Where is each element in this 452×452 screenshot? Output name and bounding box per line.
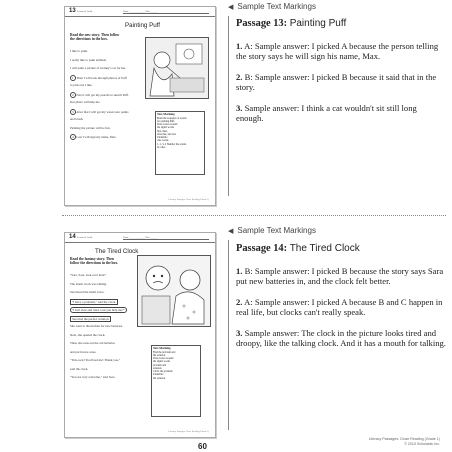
- text-marking-line: problem and: [153, 363, 167, 367]
- clock-illustration: [137, 255, 211, 327]
- text-marking-line: Find the problem and: [153, 350, 176, 354]
- story-line: Painting the picture will be fun.: [70, 125, 111, 130]
- passage-14-answers: [236, 243, 446, 359]
- credit-line: © 2015 Scholastic Inc.: [404, 441, 440, 446]
- text-marking-line: in order.: [157, 145, 166, 149]
- text-marking-line: for painting Puff.: [157, 119, 175, 123]
- worksheet-directions: Read the fantasy story. Then follow the directions in the box.: [70, 257, 119, 266]
- answer-item: [236, 103, 446, 124]
- story-line-text: Next I will get my pencils to sketch Puff.: [76, 92, 129, 97]
- worksheet-subtitle: Lesson & Guide: [77, 10, 93, 13]
- story-line: [70, 316, 134, 325]
- worksheet-footer: Literacy Passages: Close Reading (Grade 1): [168, 199, 209, 202]
- answer-text: B: Sample answer: I picked B because it said that in the story.: [236, 71, 437, 93]
- painting-illustration: [145, 37, 209, 99]
- story-line: 3 After that I will get my watercolor paints: [72, 109, 129, 114]
- panel-divider: [228, 240, 229, 430]
- triangle-left-icon: ◀: [228, 228, 234, 235]
- text-marking-box: [151, 345, 201, 417]
- story-line-text: "I feel slow and tired. Can you help me?": [72, 308, 125, 312]
- text-marking-line: the signal words: [157, 126, 175, 130]
- section-divider: [62, 215, 446, 216]
- text-marking-line: Draw boxes around: [153, 357, 174, 361]
- answer-number: 2.: [236, 296, 243, 307]
- story-line: She went to the kitchen for new batteries.: [70, 324, 123, 328]
- passage-name: The Tired Clock: [289, 243, 360, 254]
- story-line: said the clock.: [70, 366, 89, 371]
- worksheet-number: 14: [69, 234, 76, 240]
- story-line: Then, she took out the old batteries: [70, 341, 115, 345]
- credit-line: Literacy Passages: Close Reading (Grade 1): [368, 437, 440, 441]
- story-line: I really like to paint animals.: [70, 57, 107, 62]
- story-line-text: Sara had the perfect solution.: [72, 316, 110, 321]
- passage-13-answers: [236, 18, 446, 134]
- text-marking-line: the solution.: [153, 376, 166, 380]
- sample-tag-text: Sample Text Markings: [237, 226, 316, 235]
- passage-title: [236, 243, 446, 256]
- story-line: "Tick-tock! You fixed me! Thank you,": [70, 358, 121, 362]
- name-date-line: Name _____________ Date ______: [123, 236, 209, 240]
- answer-item: [236, 297, 446, 318]
- story-line: The alarm clock was talking.: [70, 281, 107, 286]
- answer-text: A: Sample answer: I picked A because the person telling the story says he will sign his name, Max.: [236, 40, 439, 62]
- answer-text: Sample answer: The clock in the picture looks tired and droopy, like the talking clock. And it has a mouth for talking.: [236, 327, 446, 349]
- answer-number: 3.: [236, 102, 243, 113]
- copyright-credit: [369, 437, 440, 446]
- story-line: Dot photo will help me.: [70, 100, 101, 104]
- answer-text: B: Sample answer: I picked B because the story says Sara put new batteries in, and the clock felt better.: [236, 265, 444, 287]
- answer-number: 1.: [236, 265, 243, 276]
- text-marking-title: Text Marking: [153, 346, 171, 350]
- text-marking-line: first, then,: [157, 129, 168, 133]
- story-line: Next, she opened the clock.: [70, 332, 106, 337]
- panel-divider: [228, 16, 229, 196]
- story-line: "You are very welcome," said Sara.: [70, 375, 116, 379]
- worksheet-footer: Literacy Passages: Close Reading (Grade 1): [168, 431, 209, 434]
- worksheet-title: The Tired Clock: [95, 248, 139, 255]
- text-marking-line: the solution.: [153, 353, 166, 357]
- story-line: "Sara, Sara, look over here!": [70, 273, 107, 277]
- worksheet-thumbnail-tired-clock: [64, 232, 216, 438]
- answer-text: A: Sample answer: I picked A because B and C happen in real life, but clocks can't really speak.: [236, 296, 443, 318]
- answer-item: [236, 72, 446, 93]
- story-line: [70, 299, 134, 308]
- story-line: Sara heard the small voice.: [70, 290, 105, 294]
- worksheet-story-text: [70, 49, 140, 143]
- passage-label: Passage 14:: [236, 243, 288, 254]
- text-marking-line: the signal words: [153, 360, 171, 364]
- passage-title: [236, 18, 446, 31]
- text-marking-line: Circle the problem.: [153, 370, 174, 374]
- worksheet-story-text: [70, 273, 134, 384]
- text-marking-line: Mark the sequence of events: [157, 116, 187, 120]
- answer-number: 1.: [236, 40, 243, 51]
- story-line: I will paint a picture of Granny's cat for her.: [70, 66, 126, 70]
- worksheet-number: 13: [69, 8, 76, 14]
- text-marking-title: Text Marking: [157, 112, 175, 116]
- worksheet-thumbnail-painting-puff: [64, 6, 216, 206]
- text-marking-line: after that, and last.: [157, 132, 177, 136]
- passage-name: Painting Puff: [289, 18, 347, 29]
- story-line: 4 Last I will sign my name, Max.: [72, 135, 117, 139]
- text-marking-box: [155, 111, 205, 175]
- worksheet-header: [65, 7, 215, 17]
- story-line: 1 Then I will look through photos of Puff: [72, 75, 127, 80]
- text-marking-line: clue words.: [157, 139, 169, 143]
- sample-text-markings-label: [228, 226, 316, 235]
- story-line-text: Last I will sign my name, Max.: [76, 135, 117, 139]
- answer-number: 2.: [236, 71, 243, 82]
- name-date-line: Name _____________ Date ______: [123, 10, 209, 14]
- text-marking-line: Draw boxes around: [157, 123, 178, 127]
- triangle-left-icon: ◀: [228, 4, 234, 11]
- worksheet-header: [65, 233, 215, 243]
- sample-tag-text: Sample Text Markings: [237, 2, 316, 11]
- sample-text-markings-label: [228, 2, 316, 11]
- worksheet-subtitle: Lesson & Guide: [77, 236, 93, 239]
- worksheet-title: Painting Puff: [125, 22, 160, 29]
- answer-text: Sample answer: I think a cat wouldn't sit still long enough.: [236, 102, 417, 124]
- story-line-text: Then I will look through photos of Puff: [76, 75, 127, 80]
- text-marking-line: Underline: [153, 373, 164, 377]
- worksheet-directions: Read the new story. Then follow the directions in the box.: [70, 33, 120, 42]
- answer-item: [236, 41, 446, 62]
- text-marking-line: Underline: [157, 136, 168, 140]
- text-marking-line: 1, 2, 3, 4 Number the events: [157, 142, 187, 146]
- story-line: to pick one I like.: [70, 83, 93, 87]
- story-line-text: "I have a problem," said the clock.: [72, 299, 117, 304]
- story-line: and put in new ones.: [70, 349, 97, 354]
- page-footer: [0, 437, 452, 452]
- text-marking-line: solution.: [153, 366, 163, 370]
- story-line-text: After that I will get my watercolor paints: [76, 109, 129, 114]
- page-number: 60: [198, 442, 207, 451]
- passage-label: Passage 13:: [236, 18, 288, 29]
- story-line: 2 Next I will get my pencils to sketch Puff.: [72, 92, 129, 97]
- answer-item: [236, 328, 446, 349]
- answer-item: [236, 266, 446, 287]
- answer-number: 3.: [236, 327, 243, 338]
- story-line: I like to paint.: [70, 49, 88, 53]
- story-line: [70, 307, 134, 316]
- story-line: and brush.: [70, 117, 84, 121]
